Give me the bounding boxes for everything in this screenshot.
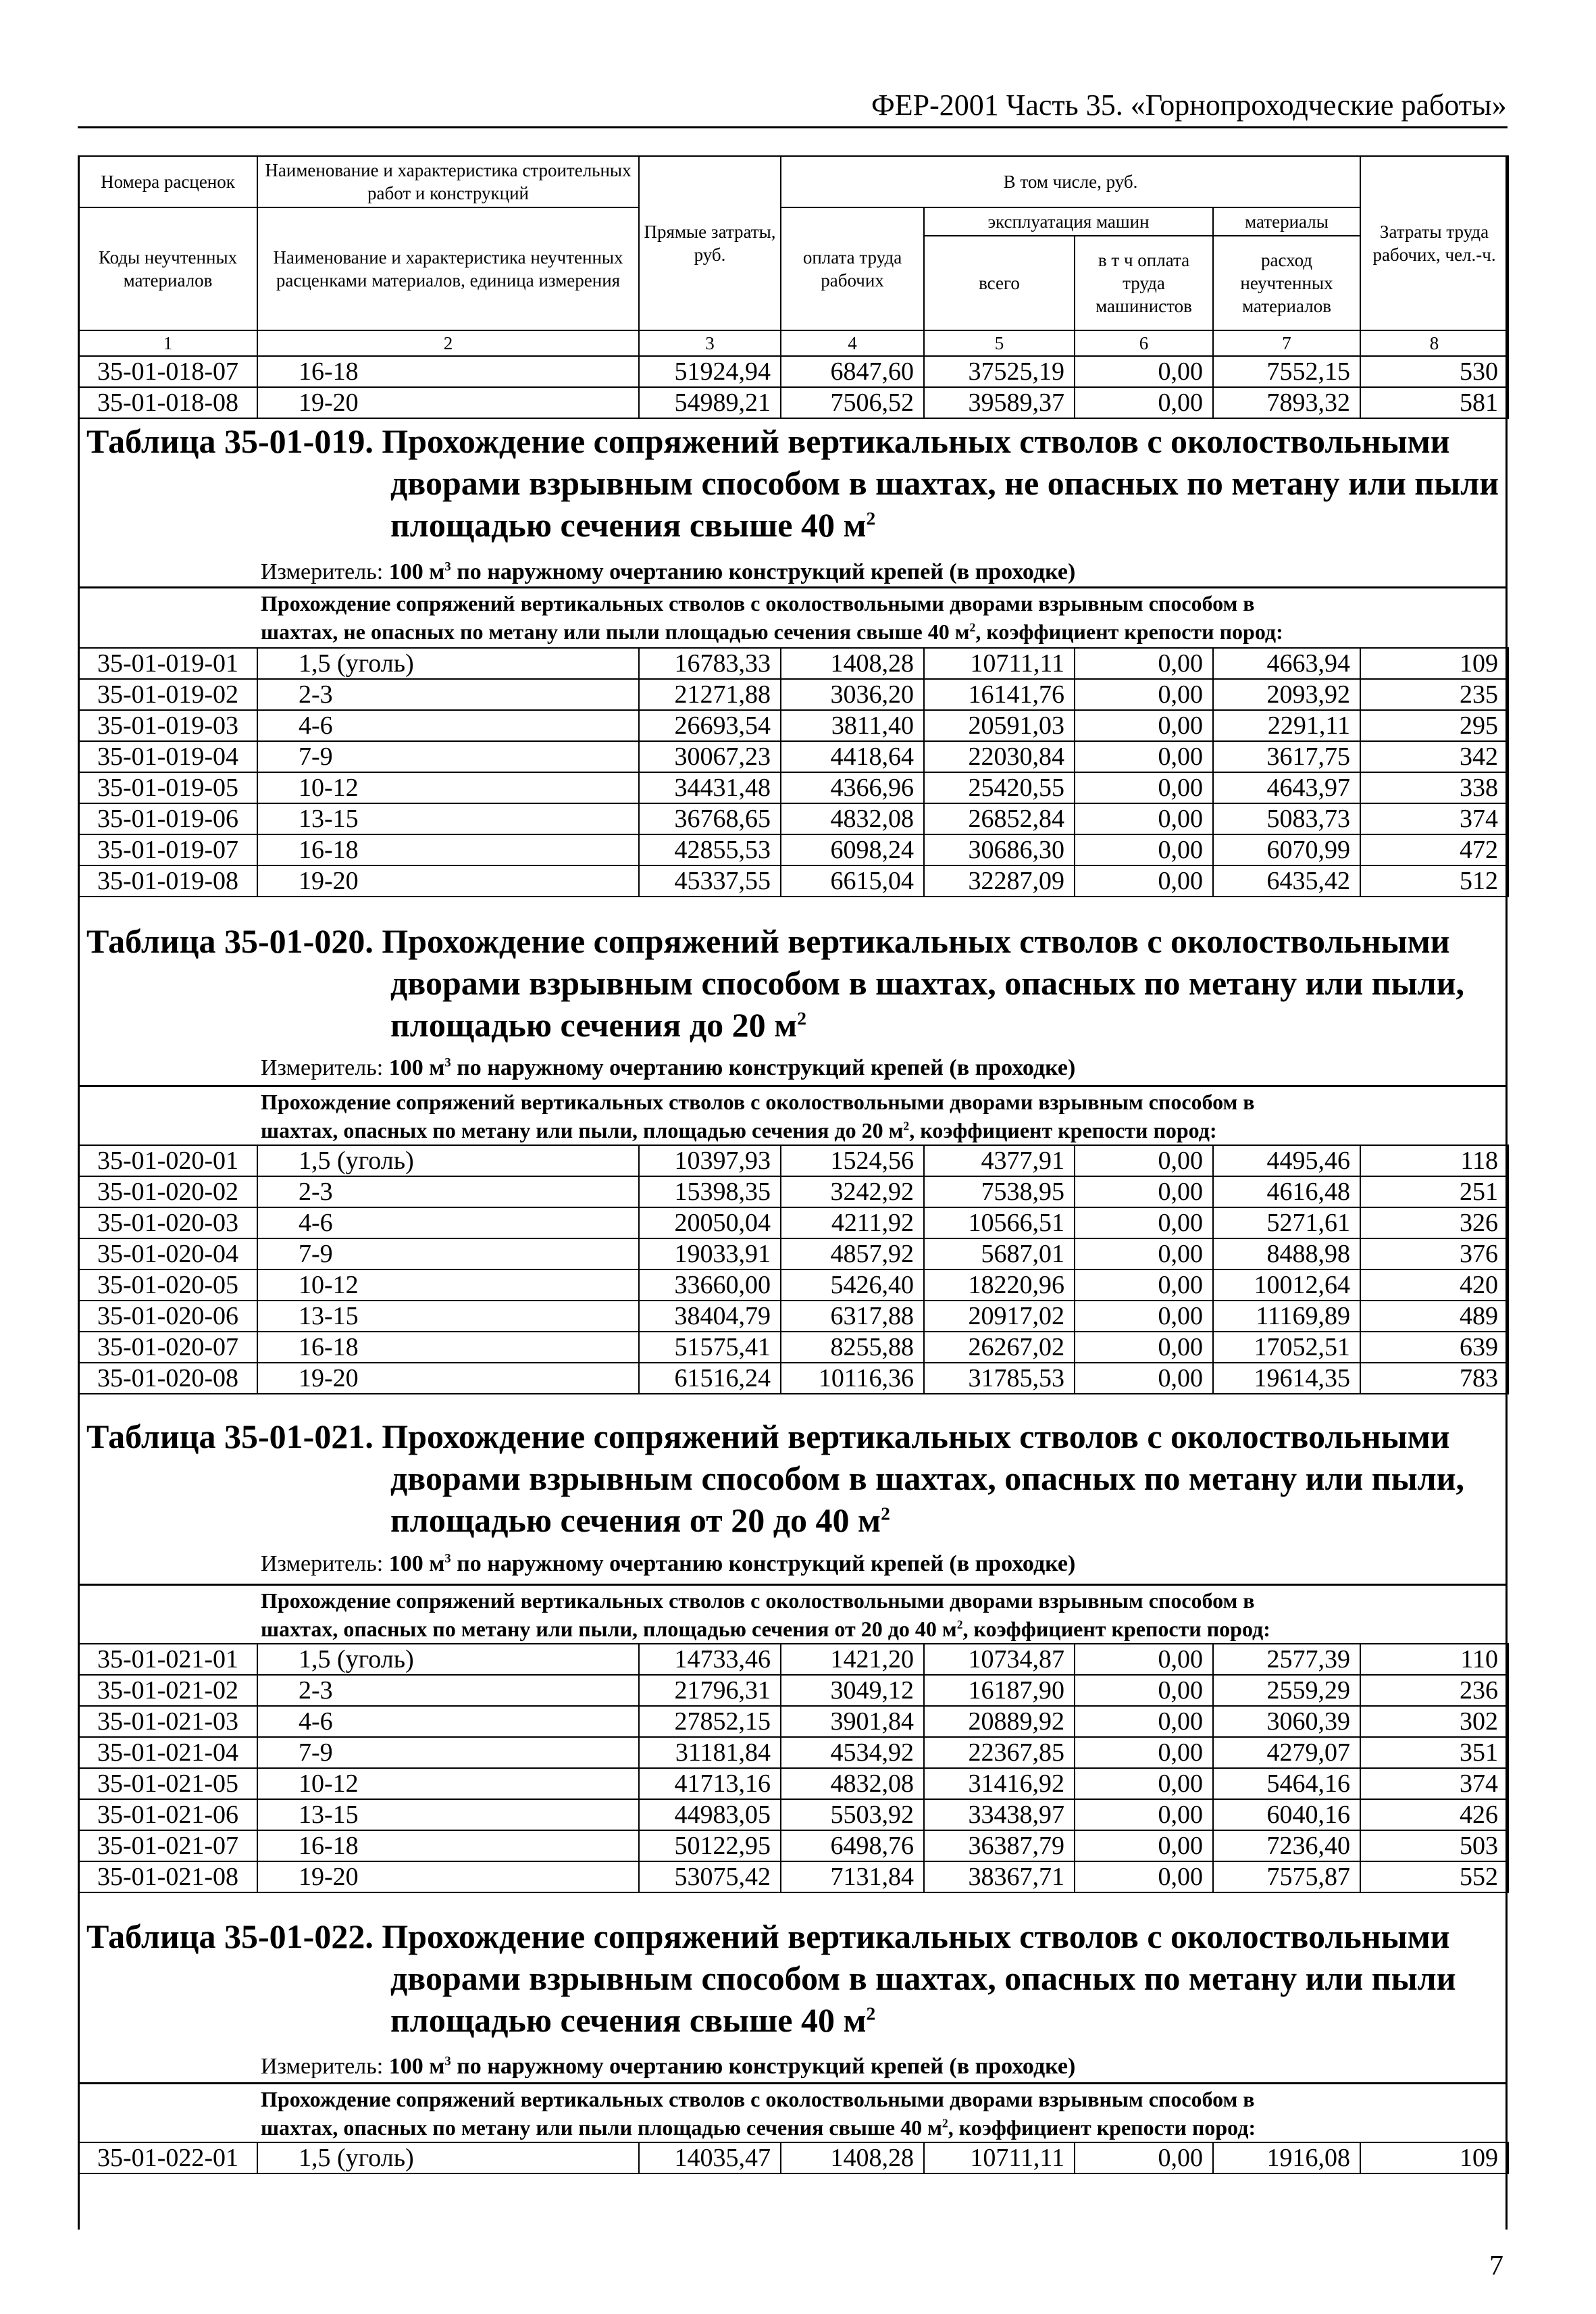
labor-hours-cell: 109	[1360, 648, 1508, 679]
column-number: 8	[1360, 330, 1508, 356]
rate-code-cell: 35-01-019-06	[78, 803, 257, 834]
machines-total-cell: 16187,90	[924, 1675, 1075, 1706]
machinist-pay-cell: 0,00	[1075, 865, 1213, 897]
machines-total-cell: 10711,11	[924, 2142, 1075, 2173]
worker-pay-cell: 4832,08	[781, 1768, 924, 1799]
rock-hardness-cell: 13-15	[257, 1799, 639, 1830]
materials-usage-cell: 4495,46	[1213, 1145, 1360, 1176]
materials-usage-cell: 4279,07	[1213, 1737, 1360, 1768]
rate-code-cell: 35-01-019-04	[78, 741, 257, 772]
machinist-pay-cell: 0,00	[1075, 1238, 1213, 1269]
rock-hardness-cell: 4-6	[257, 1706, 639, 1737]
rock-hardness-cell: 1,5 (уголь)	[257, 1644, 639, 1675]
direct-costs-cell: 27852,15	[639, 1706, 781, 1737]
table-row	[78, 356, 1508, 387]
rate-code-cell: 35-01-019-08	[78, 865, 257, 897]
machinist-pay-cell: 0,00	[1075, 1861, 1213, 1892]
rock-hardness-cell: 1,5 (уголь)	[257, 1145, 639, 1176]
machines-total-cell: 20889,92	[924, 1706, 1075, 1737]
rate-code-cell: 35-01-020-03	[78, 1207, 257, 1238]
header-rule	[78, 126, 1508, 128]
table-row	[78, 679, 1508, 710]
machines-total-cell: 10711,11	[924, 648, 1075, 679]
machinist-pay-cell: 0,00	[1075, 1706, 1213, 1737]
labor-hours-cell: 342	[1360, 741, 1508, 772]
direct-costs-cell: 45337,55	[639, 865, 781, 897]
machinist-pay-cell: 0,00	[1075, 1675, 1213, 1706]
materials-usage-cell: 11169,89	[1213, 1301, 1360, 1332]
rock-hardness-cell: 16-18	[257, 834, 639, 865]
header-material-codes: Коды неучтенных материалов	[78, 207, 257, 330]
column-number: 2	[257, 330, 639, 356]
table-row	[78, 1737, 1508, 1768]
direct-costs-cell: 26693,54	[639, 710, 781, 741]
worker-pay-cell: 3811,40	[781, 710, 924, 741]
machines-total-cell: 38367,71	[924, 1861, 1075, 1892]
materials-usage-cell: 7893,32	[1213, 387, 1360, 418]
column-number: 6	[1075, 330, 1213, 356]
machines-total-cell: 4377,91	[924, 1145, 1075, 1176]
machines-total-cell: 20591,03	[924, 710, 1075, 741]
materials-usage-cell: 7236,40	[1213, 1830, 1360, 1861]
worker-pay-cell: 4366,96	[781, 772, 924, 803]
direct-costs-cell: 36768,65	[639, 803, 781, 834]
materials-usage-cell: 19614,35	[1213, 1363, 1360, 1394]
rock-hardness-cell: 19-20	[257, 1861, 639, 1892]
direct-costs-cell: 15398,35	[639, 1176, 781, 1207]
materials-usage-cell: 6435,42	[1213, 865, 1360, 897]
table-title-019: Таблица 35-01-019. Прохождение сопряжений вертикальных стволов с околоствольными дворами взрывным способом в шахтах, не опасных по метану или пыли площадью сечения свыше 40 $м^2$	[86, 422, 1499, 544]
machines-total-cell: 37525,19	[924, 356, 1075, 387]
table-row	[78, 1269, 1508, 1301]
header-work-name: Наименование и характеристика строительных работ и конструкций	[257, 156, 639, 207]
rates-table-019	[78, 647, 1509, 897]
rate-code-cell: 35-01-021-01	[78, 1644, 257, 1675]
labor-hours-cell: 351	[1360, 1737, 1508, 1768]
worker-pay-cell: 3049,12	[781, 1675, 924, 1706]
materials-usage-cell: 6070,99	[1213, 834, 1360, 865]
rock-hardness-cell: 16-18	[257, 356, 639, 387]
machinist-pay-cell: 0,00	[1075, 710, 1213, 741]
table-row	[78, 1799, 1508, 1830]
labor-hours-cell: 118	[1360, 1145, 1508, 1176]
worker-pay-cell: 3242,92	[781, 1176, 924, 1207]
labor-hours-cell: 302	[1360, 1706, 1508, 1737]
machinist-pay-cell: 0,00	[1075, 1737, 1213, 1768]
worker-pay-cell: 6098,24	[781, 834, 924, 865]
worker-pay-cell: 4534,92	[781, 1737, 924, 1768]
table-row	[78, 1301, 1508, 1332]
labor-hours-cell: 552	[1360, 1861, 1508, 1892]
rate-code-cell: 35-01-019-01	[78, 648, 257, 679]
column-number: 1	[78, 330, 257, 356]
labor-hours-cell: 783	[1360, 1363, 1508, 1394]
worker-pay-cell: 6847,60	[781, 356, 924, 387]
rate-code-cell: 35-01-021-02	[78, 1675, 257, 1706]
rate-code-cell: 35-01-019-05	[78, 772, 257, 803]
header-direct-costs: Прямые затраты, руб.	[639, 156, 781, 330]
divider	[78, 1584, 1508, 1586]
table-row	[78, 1644, 1508, 1675]
direct-costs-cell: 30067,23	[639, 741, 781, 772]
rock-hardness-cell: 1,5 (уголь)	[257, 2142, 639, 2173]
rate-code-cell: 35-01-021-08	[78, 1861, 257, 1892]
description-021: Прохождение сопряжений вертикальных стволов с околоствольными дворами взрывным способом в шахтах, опасных по метану или пыли, площадью сечения от 20 до 40 $м^2$, коэффициент крепости пород:	[261, 1588, 1270, 1641]
table-row	[78, 772, 1508, 803]
worker-pay-cell: 3901,84	[781, 1706, 924, 1737]
machines-total-cell: 10734,87	[924, 1644, 1075, 1675]
labor-hours-cell: 374	[1360, 803, 1508, 834]
table-title-022: Таблица 35-01-022. Прохождение сопряжений вертикальных стволов с околоствольными дворами взрывным способом в шахтах, опасных по метану или пыли площадью сечения свыше 40 $м^2$	[86, 1917, 1456, 2039]
header-worker-pay: оплата труда рабочих	[781, 207, 924, 330]
table-row	[78, 1176, 1508, 1207]
header-rate-numbers: Номера расценок	[78, 156, 257, 207]
table-row	[78, 648, 1508, 679]
rate-code-cell: 35-01-021-04	[78, 1737, 257, 1768]
rock-hardness-cell: 19-20	[257, 387, 639, 418]
worker-pay-cell: 6615,04	[781, 865, 924, 897]
machines-total-cell: 22367,85	[924, 1737, 1075, 1768]
machinist-pay-cell: 0,00	[1075, 1145, 1213, 1176]
rock-hardness-cell: 7-9	[257, 1737, 639, 1768]
header-machines: эксплуатация машин	[924, 207, 1213, 236]
worker-pay-cell: 6498,76	[781, 1830, 924, 1861]
rates-table-020	[78, 1145, 1509, 1394]
machines-total-cell: 32287,09	[924, 865, 1075, 897]
table-row	[78, 1830, 1508, 1861]
direct-costs-cell: 16783,33	[639, 648, 781, 679]
machinist-pay-cell: 0,00	[1075, 1799, 1213, 1830]
materials-usage-cell: 2577,39	[1213, 1644, 1360, 1675]
materials-usage-cell: 4616,48	[1213, 1176, 1360, 1207]
column-header-table	[78, 155, 1509, 419]
rock-hardness-cell: 10-12	[257, 1269, 639, 1301]
machines-total-cell: 5687,01	[924, 1238, 1075, 1269]
labor-hours-cell: 295	[1360, 710, 1508, 741]
table-row	[78, 1363, 1508, 1394]
rock-hardness-cell: 19-20	[257, 865, 639, 897]
worker-pay-cell: 1408,28	[781, 2142, 924, 2173]
header-labor-hours: Затраты труда рабочих, чел.-ч.	[1360, 156, 1508, 330]
divider	[78, 1085, 1508, 1087]
rock-hardness-cell: 16-18	[257, 1830, 639, 1861]
machinist-pay-cell: 0,00	[1075, 679, 1213, 710]
worker-pay-cell: 10116,36	[781, 1363, 924, 1394]
header-including: В том числе, руб.	[781, 156, 1360, 207]
direct-costs-cell: 19033,91	[639, 1238, 781, 1269]
rock-hardness-cell: 2-3	[257, 1176, 639, 1207]
materials-usage-cell: 2093,92	[1213, 679, 1360, 710]
worker-pay-cell: 4211,92	[781, 1207, 924, 1238]
header-machines-total: всего	[924, 236, 1075, 330]
table-row	[78, 1207, 1508, 1238]
machinist-pay-cell: 0,00	[1075, 1269, 1213, 1301]
labor-hours-cell: 236	[1360, 1675, 1508, 1706]
rate-code-cell: 35-01-020-05	[78, 1269, 257, 1301]
machinist-pay-cell: 0,00	[1075, 1363, 1213, 1394]
direct-costs-cell: 34431,48	[639, 772, 781, 803]
rock-hardness-cell: 4-6	[257, 1207, 639, 1238]
machinist-pay-cell: 0,00	[1075, 1768, 1213, 1799]
rate-code-cell: 35-01-018-08	[78, 387, 257, 418]
table-row	[78, 1768, 1508, 1799]
description-020: Прохождение сопряжений вертикальных стволов с околоствольными дворами взрывным способом в шахтах, опасных по метану или пыли, площадью сечения до 20 $м^2$, коэффициент крепости пород:	[261, 1090, 1255, 1142]
materials-usage-cell: 4643,97	[1213, 772, 1360, 803]
machines-total-cell: 16141,76	[924, 679, 1075, 710]
machines-total-cell: 18220,96	[924, 1269, 1075, 1301]
materials-usage-cell: 3617,75	[1213, 741, 1360, 772]
materials-usage-cell: 5464,16	[1213, 1768, 1360, 1799]
machinist-pay-cell: 0,00	[1075, 741, 1213, 772]
direct-costs-cell: 33660,00	[639, 1269, 781, 1301]
worker-pay-cell: 3036,20	[781, 679, 924, 710]
labor-hours-cell: 251	[1360, 1176, 1508, 1207]
machines-total-cell: 26852,84	[924, 803, 1075, 834]
direct-costs-cell: 21796,31	[639, 1675, 781, 1706]
direct-costs-cell: 20050,04	[639, 1207, 781, 1238]
table-title-021: Таблица 35-01-021. Прохождение сопряжений вертикальных стволов с околоствольными дворами взрывным способом в шахтах, опасных по метану или пыли, площадью сечения от 20 до 40 $м^2$	[86, 1417, 1465, 1539]
meter-021: Измеритель: 100 $м^3$ по наружному очертанию конструкций крепей (в проходке)	[261, 1551, 1076, 1576]
table-row	[78, 387, 1508, 418]
header-materials: материалы	[1213, 207, 1360, 236]
column-number: 5	[924, 330, 1075, 356]
labor-hours-cell: 503	[1360, 1830, 1508, 1861]
rate-code-cell: 35-01-019-02	[78, 679, 257, 710]
rate-code-cell: 35-01-020-07	[78, 1332, 257, 1363]
materials-usage-cell: 7552,15	[1213, 356, 1360, 387]
direct-costs-cell: 14035,47	[639, 2142, 781, 2173]
labor-hours-cell: 326	[1360, 1207, 1508, 1238]
machines-total-cell: 36387,79	[924, 1830, 1075, 1861]
direct-costs-cell: 38404,79	[639, 1301, 781, 1332]
table-row	[78, 1706, 1508, 1737]
labor-hours-cell: 109	[1360, 2142, 1508, 2173]
machines-total-cell: 39589,37	[924, 387, 1075, 418]
worker-pay-cell: 5503,92	[781, 1799, 924, 1830]
machinist-pay-cell: 0,00	[1075, 356, 1213, 387]
rate-code-cell: 35-01-022-01	[78, 2142, 257, 2173]
direct-costs-cell: 53075,42	[639, 1861, 781, 1892]
table-row	[78, 1238, 1508, 1269]
materials-usage-cell: 8488,98	[1213, 1238, 1360, 1269]
labor-hours-cell: 639	[1360, 1332, 1508, 1363]
table-row	[78, 1145, 1508, 1176]
machinist-pay-cell: 0,00	[1075, 387, 1213, 418]
rate-code-cell: 35-01-020-06	[78, 1301, 257, 1332]
direct-costs-cell: 41713,16	[639, 1768, 781, 1799]
materials-usage-cell: 17052,51	[1213, 1332, 1360, 1363]
table-row	[78, 865, 1508, 897]
rate-code-cell: 35-01-020-01	[78, 1145, 257, 1176]
worker-pay-cell: 4857,92	[781, 1238, 924, 1269]
worker-pay-cell: 7506,52	[781, 387, 924, 418]
materials-usage-cell: 4663,94	[1213, 648, 1360, 679]
table-title-020: Таблица 35-01-020. Прохождение сопряжений вертикальных стволов с околоствольными дворами взрывным способом в шахтах, опасных по метану или пыли, площадью сечения до 20 $м^2$	[86, 922, 1465, 1044]
page-number: 7	[1489, 2250, 1503, 2282]
rates-table-021	[78, 1643, 1509, 1893]
labor-hours-cell: 581	[1360, 387, 1508, 418]
machinist-pay-cell: 0,00	[1075, 1830, 1213, 1861]
header-materials-usage: расход неучтенных материалов	[1213, 236, 1360, 330]
machinist-pay-cell: 0,00	[1075, 1301, 1213, 1332]
labor-hours-cell: 530	[1360, 356, 1508, 387]
direct-costs-cell: 31181,84	[639, 1737, 781, 1768]
rate-code-cell: 35-01-021-03	[78, 1706, 257, 1737]
worker-pay-cell: 1408,28	[781, 648, 924, 679]
labor-hours-cell: 512	[1360, 865, 1508, 897]
header-material-names: Наименование и характеристика неучтенных расценками материалов, единица измерения	[257, 207, 639, 330]
divider	[78, 2082, 1508, 2084]
labor-hours-cell: 489	[1360, 1301, 1508, 1332]
materials-usage-cell: 5083,73	[1213, 803, 1360, 834]
table-row	[78, 1332, 1508, 1363]
direct-costs-cell: 54989,21	[639, 387, 781, 418]
materials-usage-cell: 7575,87	[1213, 1861, 1360, 1892]
rate-code-cell: 35-01-020-02	[78, 1176, 257, 1207]
worker-pay-cell: 4418,64	[781, 741, 924, 772]
machines-total-cell: 25420,55	[924, 772, 1075, 803]
meter-022: Измеритель: 100 $м^3$ по наружному очертанию конструкций крепей (в проходке)	[261, 2054, 1076, 2079]
machinist-pay-cell: 0,00	[1075, 1332, 1213, 1363]
rock-hardness-cell: 10-12	[257, 772, 639, 803]
machines-total-cell: 26267,02	[924, 1332, 1075, 1363]
column-number: 3	[639, 330, 781, 356]
table-row	[78, 1675, 1508, 1706]
rates-table-022	[78, 2142, 1509, 2174]
materials-usage-cell: 3060,39	[1213, 1706, 1360, 1737]
labor-hours-cell: 338	[1360, 772, 1508, 803]
labor-hours-cell: 110	[1360, 1644, 1508, 1675]
machinist-pay-cell: 0,00	[1075, 1644, 1213, 1675]
table-row	[78, 710, 1508, 741]
rate-code-cell: 35-01-020-04	[78, 1238, 257, 1269]
direct-costs-cell: 21271,88	[639, 679, 781, 710]
worker-pay-cell: 1524,56	[781, 1145, 924, 1176]
rock-hardness-cell: 13-15	[257, 803, 639, 834]
labor-hours-cell: 235	[1360, 679, 1508, 710]
table-row	[78, 1861, 1508, 1892]
machinist-pay-cell: 0,00	[1075, 772, 1213, 803]
rock-hardness-cell: 2-3	[257, 679, 639, 710]
worker-pay-cell: 7131,84	[781, 1861, 924, 1892]
description-019: Прохождение сопряжений вертикальных стволов с околоствольными дворами взрывным способом в шахтах, не опасных по метану или пыли площадью сечения свыше 40 $м^2$, коэффициент крепости пород:	[261, 591, 1283, 644]
worker-pay-cell: 5426,40	[781, 1269, 924, 1301]
worker-pay-cell: 8255,88	[781, 1332, 924, 1363]
meter-019: Измеритель: 100 $м^3$ по наружному очертанию конструкций крепей (в проходке)	[261, 559, 1076, 584]
labor-hours-cell: 472	[1360, 834, 1508, 865]
rock-hardness-cell: 13-15	[257, 1301, 639, 1332]
machines-total-cell: 30686,30	[924, 834, 1075, 865]
materials-usage-cell: 2291,11	[1213, 710, 1360, 741]
table-row	[78, 741, 1508, 772]
rock-hardness-cell: 1,5 (уголь)	[257, 648, 639, 679]
rate-code-cell: 35-01-021-05	[78, 1768, 257, 1799]
rock-hardness-cell: 10-12	[257, 1768, 639, 1799]
rock-hardness-cell: 4-6	[257, 710, 639, 741]
direct-costs-cell: 44983,05	[639, 1799, 781, 1830]
rate-code-cell: 35-01-021-07	[78, 1830, 257, 1861]
table-row	[78, 2142, 1508, 2173]
machinist-pay-cell: 0,00	[1075, 834, 1213, 865]
rate-code-cell: 35-01-019-03	[78, 710, 257, 741]
direct-costs-cell: 50122,95	[639, 1830, 781, 1861]
column-number: 4	[781, 330, 924, 356]
worker-pay-cell: 6317,88	[781, 1301, 924, 1332]
table-row	[78, 803, 1508, 834]
machinist-pay-cell: 0,00	[1075, 2142, 1213, 2173]
direct-costs-cell: 51924,94	[639, 356, 781, 387]
divider	[78, 586, 1508, 588]
description-022: Прохождение сопряжений вертикальных стволов с околоствольными дворами взрывным способом в шахтах, опасных по метану или пыли площадью сечения свыше 40 $м^2$, коэффициент крепости пород:	[261, 2087, 1256, 2140]
rock-hardness-cell: 7-9	[257, 1238, 639, 1269]
direct-costs-cell: 42855,53	[639, 834, 781, 865]
rate-code-cell: 35-01-020-08	[78, 1363, 257, 1394]
rock-hardness-cell: 7-9	[257, 741, 639, 772]
rock-hardness-cell: 2-3	[257, 1675, 639, 1706]
column-number: 7	[1213, 330, 1360, 356]
worker-pay-cell: 4832,08	[781, 803, 924, 834]
materials-usage-cell: 2559,29	[1213, 1675, 1360, 1706]
machines-total-cell: 33438,97	[924, 1799, 1075, 1830]
materials-usage-cell: 6040,16	[1213, 1799, 1360, 1830]
rock-hardness-cell: 19-20	[257, 1363, 639, 1394]
table-row	[78, 834, 1508, 865]
machines-total-cell: 31416,92	[924, 1768, 1075, 1799]
direct-costs-cell: 14733,46	[639, 1644, 781, 1675]
machines-total-cell: 31785,53	[924, 1363, 1075, 1394]
rock-hardness-cell: 16-18	[257, 1332, 639, 1363]
machinist-pay-cell: 0,00	[1075, 1176, 1213, 1207]
labor-hours-cell: 420	[1360, 1269, 1508, 1301]
rate-code-cell: 35-01-021-06	[78, 1799, 257, 1830]
page-header: ФЕР-2001 Часть 35. «Горнопроходческие работы»	[871, 89, 1507, 122]
machines-total-cell: 22030,84	[924, 741, 1075, 772]
labor-hours-cell: 376	[1360, 1238, 1508, 1269]
labor-hours-cell: 374	[1360, 1768, 1508, 1799]
rate-code-cell: 35-01-018-07	[78, 356, 257, 387]
materials-usage-cell: 5271,61	[1213, 1207, 1360, 1238]
worker-pay-cell: 1421,20	[781, 1644, 924, 1675]
machines-total-cell: 20917,02	[924, 1301, 1075, 1332]
materials-usage-cell: 10012,64	[1213, 1269, 1360, 1301]
machinist-pay-cell: 0,00	[1075, 1207, 1213, 1238]
machinist-pay-cell: 0,00	[1075, 648, 1213, 679]
labor-hours-cell: 426	[1360, 1799, 1508, 1830]
machines-total-cell: 10566,51	[924, 1207, 1075, 1238]
direct-costs-cell: 61516,24	[639, 1363, 781, 1394]
direct-costs-cell: 10397,93	[639, 1145, 781, 1176]
materials-usage-cell: 1916,08	[1213, 2142, 1360, 2173]
header-machinist-pay: в т ч оплата труда машинистов	[1075, 236, 1213, 330]
meter-020: Измеритель: 100 $м^3$ по наружному очертанию конструкций крепей (в проходке)	[261, 1055, 1076, 1080]
machinist-pay-cell: 0,00	[1075, 803, 1213, 834]
rate-code-cell: 35-01-019-07	[78, 834, 257, 865]
direct-costs-cell: 51575,41	[639, 1332, 781, 1363]
machines-total-cell: 7538,95	[924, 1176, 1075, 1207]
